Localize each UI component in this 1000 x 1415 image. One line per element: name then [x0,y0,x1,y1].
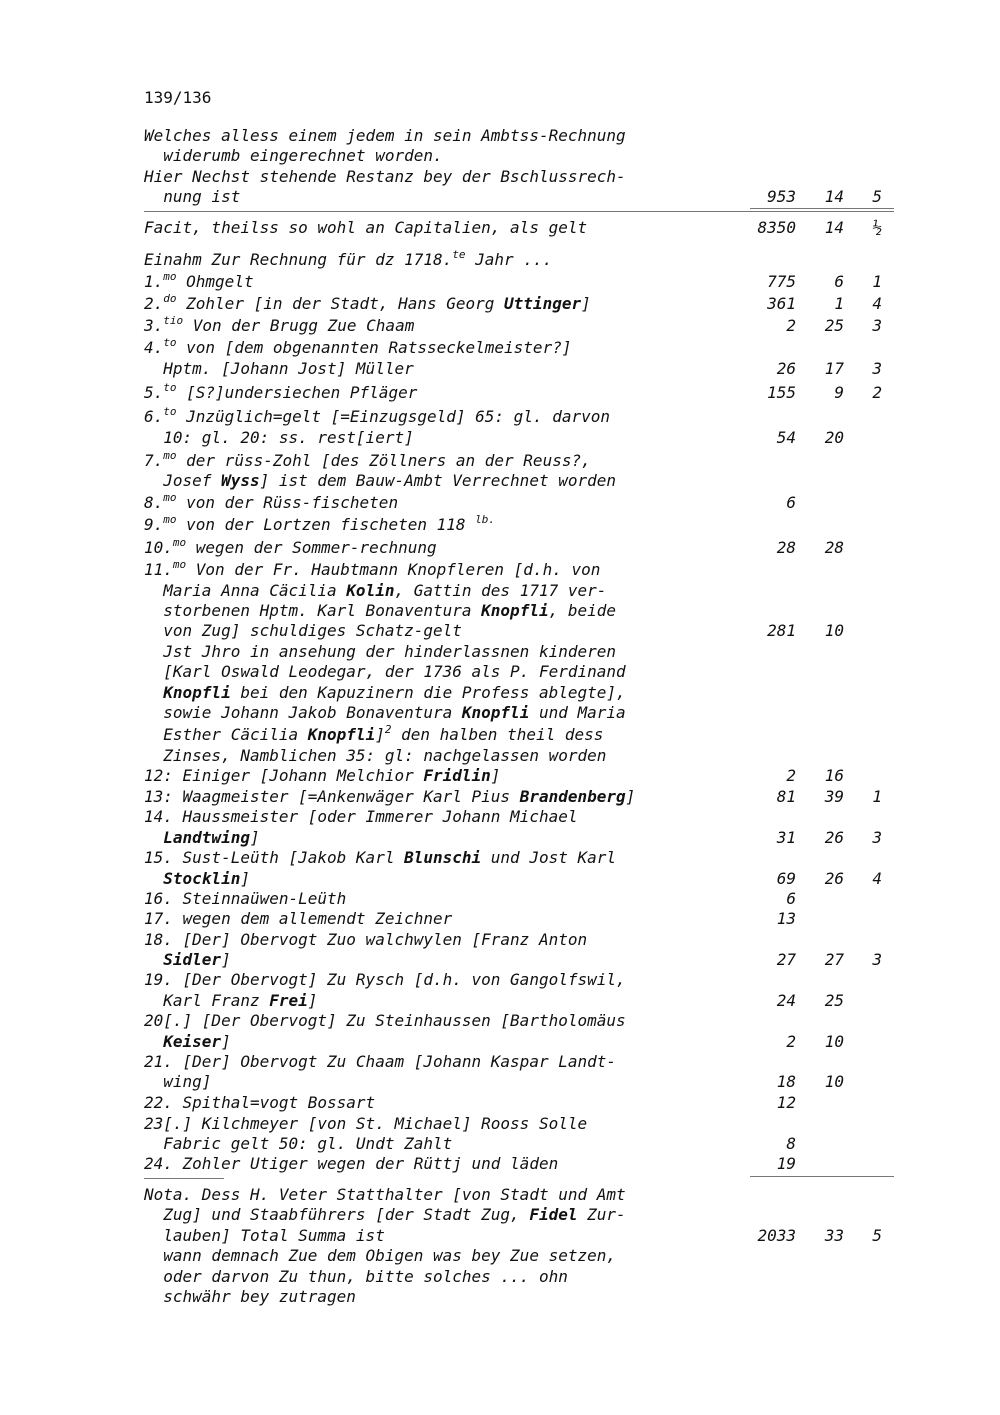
entry-2: 2.$^{do}$ Zohler [in der Stadt, Hans Georg Uttinger] [144,292,591,313]
entry-20: 20[.] [Der Obervogt] Zu Steinhaussen [Bartholomäus [144,1011,626,1030]
entry-17: 17. wegen dem allemendt Zeichner [144,909,453,928]
einahm-heading: Einahm Zur Rechnung für dz 1718.$^{te}$ Jahr ... [144,248,553,269]
entry-6: 6.$^{to}$ Jnzüglich=gelt [=Einzugsgeld] 65: gl. darvon [144,405,610,426]
entry-11-line-5: Jst Jhro in ansehung der hinderlassnen kinderen [144,642,617,661]
entry-19-line-2: Karl Franz Frei] [144,991,318,1010]
entry-11-ss: 10 [824,621,844,640]
intro-line-3: Hier Nechst stehende Restanz bey der Bschlussrech- [144,167,626,186]
entry-14: 14. Haussmeister [oder Immerer Johann Michael [144,807,578,826]
entry-3-ss: 25 [824,316,844,335]
entry-11-line-8: sowie Johann Jakob Bonaventura Knopfli und Maria [144,703,626,722]
entry-1-gl: 775 [767,272,796,291]
facit-gl: 8350 [757,218,796,237]
entry-6-ss: 20 [824,428,844,447]
entry-15-gl: 69 [776,869,796,888]
entry-11-gl: 281 [767,621,796,640]
entry-2-ss: 1 [834,294,844,313]
entry-11-line-10: Zinses, Namblichen 35: gl: nachgelassen worden [144,746,607,765]
intro-line-1: Welches alless einem jedem in sein Ambtss-Rechnung [144,126,626,145]
entry-5-gl: 155 [767,383,796,402]
entry-14-d: 3 [872,828,882,847]
entry-16: 16. Steinnaüwen-Leüth [144,889,347,908]
entry-15-ss: 26 [824,869,844,888]
entry-6-line-2: 10: gl. 20: ss. rest[iert] [144,428,414,447]
entry-8-gl: 6 [786,493,796,512]
entry-14-ss: 26 [824,828,844,847]
entry-5-d: 2 [872,383,882,402]
facit-text: Facit, theilss so wohl an Capitalien, als gelt [144,218,588,237]
total-d: 5 [872,1226,882,1245]
entry-10: 10.$^{mo}$ wegen der Sommer-rechnung [144,536,437,557]
page-number: 139/136 [144,88,212,107]
entry-10-gl: 28 [776,538,796,557]
entry-12-gl: 2 [786,766,796,785]
entry-22-gl: 12 [776,1093,796,1112]
entry-23: 23[.] Kilchmeyer [von St. Michael] Rooss Solle [144,1114,588,1133]
entry-24: 24. Zohler Utiger wegen der Rüttj und läden [144,1154,559,1173]
nota-line-1: Nota. Dess H. Veter Statthalter [von Stadt und Amt [144,1185,626,1204]
entry-11-line-2: Maria Anna Cäcilia Kolin, Gattin des 1717 ver- [144,581,607,600]
sum-rule [750,1176,894,1177]
entry-18: 18. [Der] Obervogt Zuo walchwylen [Franz Anton [144,930,588,949]
restanz-ss: 14 [824,187,844,206]
entry-20-line-2: Keiser] [144,1032,231,1051]
sum-rule [750,208,894,209]
entry-4-gl: 26 [776,359,796,378]
entry-4: 4.$^{to}$ von [dem obgenannten Ratsseckelmeister?] [144,336,572,357]
entry-14-gl: 31 [776,828,796,847]
entry-6-gl: 54 [776,428,796,447]
entry-11-line-7: Knopfli bei den Kapuzinern die Profess ablegte], [144,683,626,702]
entry-11-line-6: [Karl Oswald Leodegar, der 1736 als P. Ferdinand [144,662,626,681]
entry-2-d: 4 [872,294,882,313]
entry-15: 15. Sust-Leüth [Jakob Karl Blunschi und Jost Karl [144,848,617,867]
entry-4-ss: 17 [824,359,844,378]
entry-2-gl: 361 [767,294,796,313]
entry-8: 8.$^{mo}$ von der Rüss-fischeten [144,491,399,512]
entry-5-ss: 9 [834,383,844,402]
nota-line-2: Zug] und Staabführers [der Stadt Zug, Fidel Zur- [144,1205,626,1224]
entry-5: 5.$^{to}$ [S?]undersiechen Pfläger [144,381,418,402]
restanz-d: 5 [872,187,882,206]
entry-20-gl: 2 [786,1032,796,1051]
entry-7-line-2: Josef Wyss] ist dem Bauw-Ambt Verrechnet worden [144,471,617,490]
entry-21-gl: 18 [776,1072,796,1091]
entry-19-gl: 24 [776,991,796,1010]
entry-17-gl: 13 [776,909,796,928]
entry-12-ss: 16 [824,766,844,785]
entry-11-line-4: von Zug] schuldiges Schatz-gelt [144,621,462,640]
entry-21-line-2: wing] [144,1072,212,1091]
entry-13: 13: Waagmeister [=Ankenwäger Karl Pius Brandenberg] [144,787,636,806]
entry-18-d: 3 [872,950,882,969]
entry-24-gl: 19 [776,1154,796,1173]
entry-3-gl: 2 [786,316,796,335]
intro-line-4: nung ist [144,187,241,206]
total-ss: 33 [824,1226,844,1245]
entry-13-d: 1 [872,787,882,806]
facit-d: ½ [872,218,882,237]
entry-22: 22. Spithal=vogt Bossart [144,1093,376,1112]
total-gl: 2033 [757,1226,796,1245]
entry-23-line-2: Fabric gelt 50: gl. Undt Zahlt [144,1134,453,1153]
intro-line-2: widerumb eingerechnet worden. [144,146,443,165]
entry-13-ss: 39 [824,787,844,806]
entry-11: 11.$^{mo}$ Von der Fr. Haubtmann Knopfleren [d.h. von [144,558,601,579]
facit-ss: 14 [824,218,844,237]
footnote-rule [144,1178,224,1179]
entry-3-d: 3 [872,316,882,335]
entry-19: 19. [Der Obervogt] Zu Rysch [d.h. von Gangolfswil, [144,970,626,989]
section-divider [144,211,894,212]
nota-line-4: wann demnach Zue dem Obigen was bey Zue setzen, [144,1246,617,1265]
entry-16-gl: 6 [786,889,796,908]
entry-1: 1.$^{mo}$ Ohmgelt [144,270,254,291]
entry-19-ss: 25 [824,991,844,1010]
nota-line-3: lauben] Total Summa ist [144,1226,385,1245]
entry-18-gl: 27 [776,950,796,969]
entry-11-line-3: storbenen Hptm. Karl Bonaventura Knopfli, beide [144,601,617,620]
entry-4-line-2: Hptm. [Johann Jost] Müller [144,359,414,378]
entry-4-d: 3 [872,359,882,378]
entry-14-line-2: Landtwing] [144,828,260,847]
entry-13-gl: 81 [776,787,796,806]
entry-20-ss: 10 [824,1032,844,1051]
entry-3: 3.$^{tio}$ Von der Brugg Zue Chaam [144,314,415,335]
entry-12: 12: Einiger [Johann Melchior Fridlin] [144,766,501,785]
entry-7: 7.$^{mo}$ der rüss-Zohl [des Zöllners an der Reuss?, [144,449,591,470]
entry-11-line-9: Esther Cäcilia Knopfli]$^2$ den halben theil dess [144,723,604,744]
entry-1-d: 1 [872,272,882,291]
nota-line-6: schwähr bey zutragen [144,1287,356,1306]
entry-18-line-2: Sidler] [144,950,231,969]
entry-18-ss: 27 [824,950,844,969]
entry-1-ss: 6 [834,272,844,291]
entry-10-ss: 28 [824,538,844,557]
entry-21: 21. [Der] Obervogt Zu Chaam [Johann Kaspar Landt- [144,1052,617,1071]
restanz-gl: 953 [767,187,796,206]
entry-21-ss: 10 [824,1072,844,1091]
entry-15-d: 4 [872,869,882,888]
entry-15-line-2: Stocklin] [144,869,250,888]
entry-9: 9.$^{mo}$ von der Lortzen fischeten 118 $^{lb.}$ [144,513,496,534]
entry-23-gl: 8 [786,1134,796,1153]
nota-line-5: oder darvon Zu thun, bitte solches ... ohn [144,1267,568,1286]
